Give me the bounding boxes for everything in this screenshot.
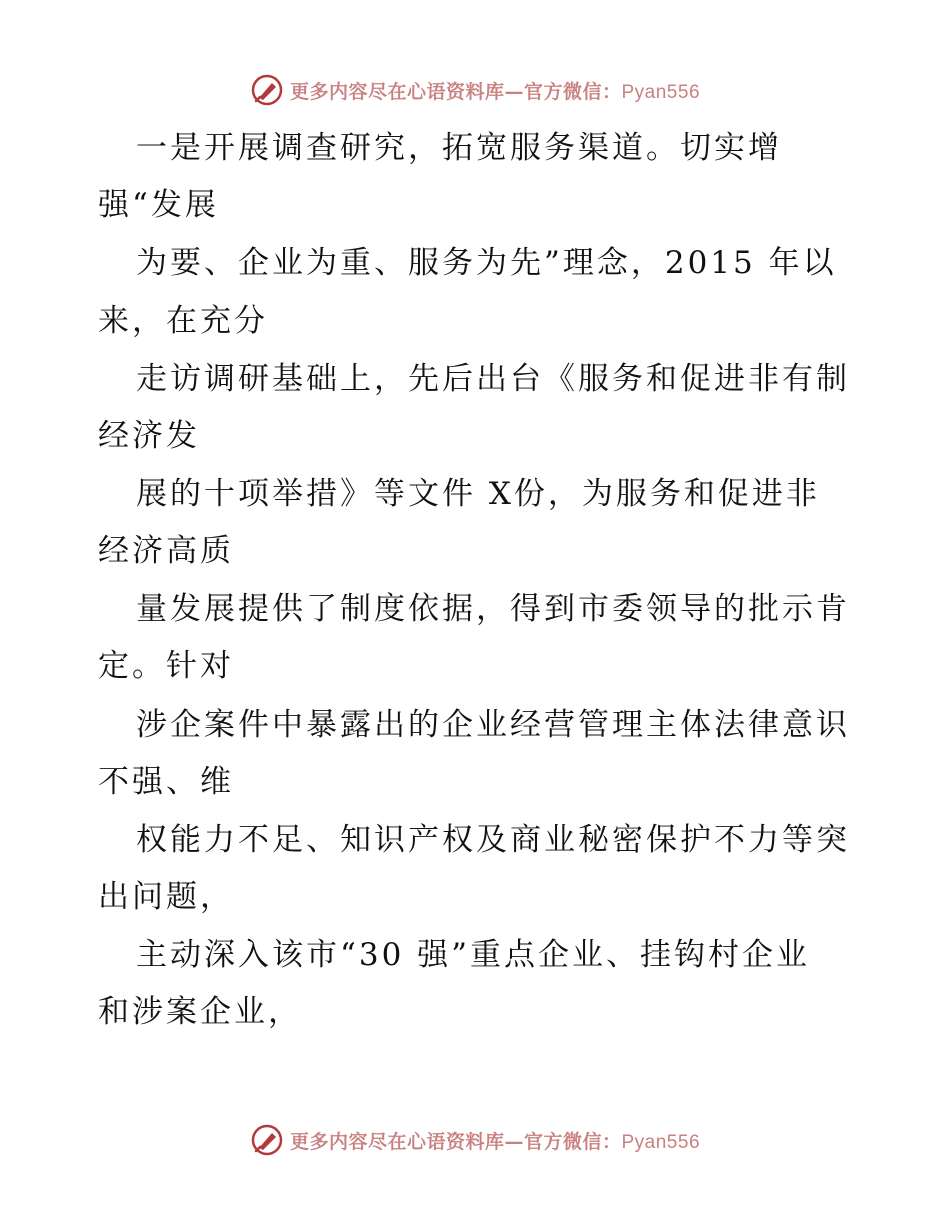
- header-banner-text-cn: 更多内容尽在心语资料库—官方微信：: [289, 80, 622, 103]
- text-line: 一是开展调查研究，拓宽服务渠道。切实增: [136, 130, 782, 166]
- header-banner-text: [290, 77, 700, 104]
- footer-banner-text-cn: 更多内容尽在心语资料库—官方微信：: [289, 1130, 622, 1153]
- header-banner-text-latin: Pyan556: [621, 81, 701, 103]
- footer-banner: [0, 1120, 950, 1160]
- text-line: 量发展提供了制度依据，得到市委领导的批示肯: [136, 591, 850, 627]
- footer-banner-text: [290, 1127, 700, 1154]
- text-line: 来，在充分: [98, 303, 268, 339]
- header-banner: [0, 70, 950, 110]
- text-line: 经济发: [98, 418, 200, 454]
- footer-banner-text-latin: Pyan556: [621, 1131, 701, 1153]
- text-line: 不强、维: [98, 764, 234, 800]
- text-line: 权能力不足、知识产权及商业秘密保护不力等突: [136, 822, 850, 858]
- text-line: 经济高质: [98, 533, 234, 569]
- text-line: 定。针对: [98, 648, 234, 684]
- text-line: 涉企案件中暴露出的企业经营管理主体法律意识: [136, 707, 850, 743]
- footer-banner-inner: [250, 1123, 700, 1157]
- pen-nib-logo-icon: [250, 73, 284, 107]
- text-line: 为要、企业为重、服务为先”理念，2015 年以: [136, 245, 837, 281]
- text-line: 强“发展: [98, 187, 219, 223]
- text-line: 主动深入该市“30 强”重点企业、挂钩村企业: [136, 937, 810, 973]
- text-line: 和涉案企业，: [98, 994, 302, 1030]
- text-line: 展的十项举措》等文件 X份，为服务和促进非: [136, 476, 820, 512]
- pen-nib-logo-icon: [250, 1123, 284, 1157]
- header-banner-inner: [250, 73, 700, 107]
- text-line: 出问题，: [98, 879, 234, 915]
- text-line: 走访调研基础上，先后出台《服务和促进非有制: [136, 361, 850, 397]
